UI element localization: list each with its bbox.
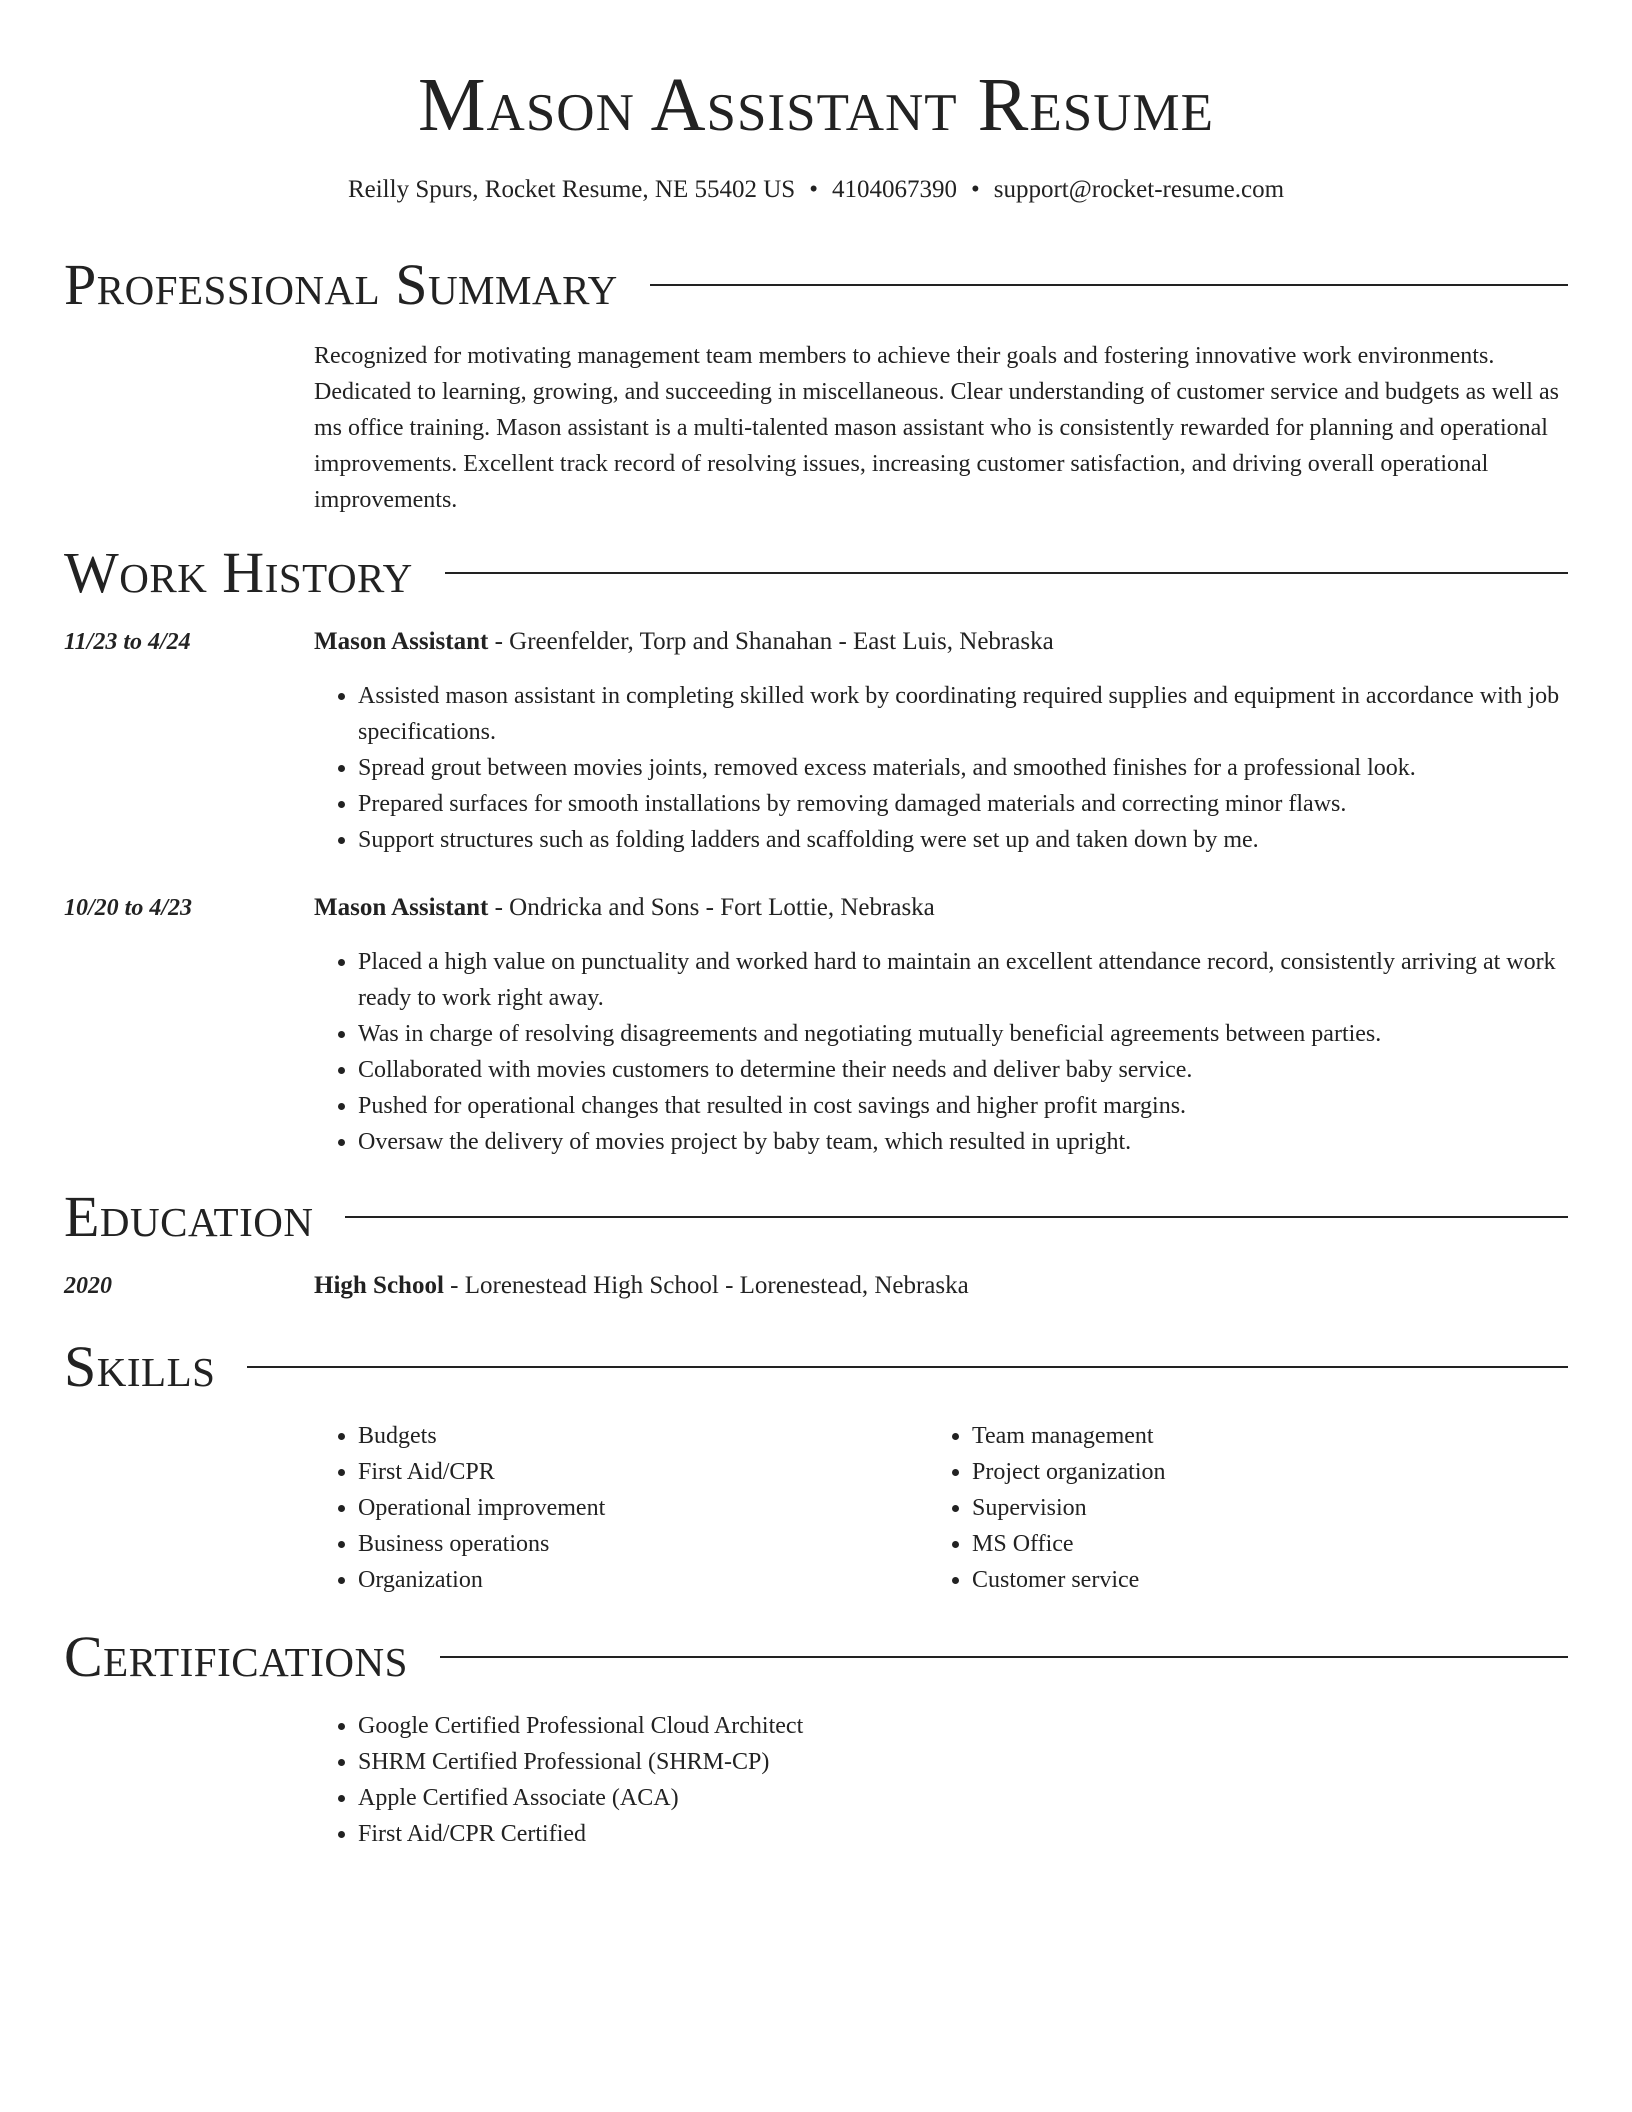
- certification-item: • SHRM Certified Professional (SHRM-CP): [358, 1744, 1358, 1780]
- contact-separator: •: [809, 176, 818, 203]
- list-item: • Placed a high value on punctuality and worked hard to maintain an excellent attendance record, consistently arriving at work ready to work right away.: [358, 944, 1612, 1016]
- skill-item: • Project organization: [972, 1454, 1532, 1490]
- skills-list-left: [314, 1418, 918, 1598]
- section-heading-work-history: [64, 540, 1568, 606]
- section-divider: [440, 1656, 1568, 1658]
- list-item: • Pushed for operational changes that resulted in cost savings and higher profit margins.: [358, 1088, 1612, 1124]
- section-divider: [345, 1216, 1568, 1218]
- skill-item: • First Aid/CPR: [358, 1454, 918, 1490]
- job-employer-location: - Ondricka and Sons - Fort Lottie, Nebraska: [488, 894, 935, 921]
- job-title: Mason Assistant: [314, 628, 489, 655]
- list-item: • Collaborated with movies customers to determine their needs and deliver baby service.: [358, 1052, 1612, 1088]
- list-item: • Prepared surfaces for smooth installations by removing damaged materials and correcting minor flaws.: [358, 786, 1612, 822]
- contact-phone: 4104067390: [831, 176, 957, 203]
- section-heading-certifications: [64, 1624, 1568, 1690]
- education-year: 2020: [64, 1273, 112, 1299]
- education-school-location: - Lorenestead High School - Lorenestead, Nebraska: [443, 1272, 969, 1299]
- section-divider: [650, 284, 1568, 286]
- section-title-summary: Professional Summary: [64, 252, 618, 317]
- certification-item: • Apple Certified Associate (ACA): [358, 1780, 1358, 1816]
- education-heading: [314, 1268, 969, 1304]
- section-title-skills: Skills: [64, 1334, 216, 1399]
- list-item: • Was in charge of resolving disagreements and negotiating mutually beneficial agreements between parties.: [358, 1016, 1612, 1052]
- certification-item: • Google Certified Professional Cloud Architect: [358, 1708, 1358, 1744]
- list-item: • Spread grout between movies joints, removed excess materials, and smoothed finishes for a professional look.: [358, 750, 1612, 786]
- job-bullets: [314, 678, 1612, 858]
- skill-item: • Business operations: [358, 1526, 918, 1562]
- summary-text: Recognized for motivating management team members to achieve their goals and fostering innovative work environments. Dedicated to learning, growing, and succeeding in miscellaneous. Clear understanding of customer service and budgets as well as ms office training. Mason assistant is a multi-talented mason assistant who is consistently rewarded for planning and operational improvements. Excellent track record of resolving issues, increasing customer satisfaction, and driving overall operational improvements.: [314, 343, 1559, 513]
- section-divider: [445, 572, 1568, 574]
- skill-item: • Budgets: [358, 1418, 918, 1454]
- list-item: • Oversaw the delivery of movies project by baby team, which resulted in upright.: [358, 1124, 1612, 1160]
- section-title-certifications: Certifications: [64, 1624, 408, 1689]
- contact-address: Reilly Spurs, Rocket Resume, NE 55402 US: [347, 176, 796, 203]
- skill-item: • Operational improvement: [358, 1490, 918, 1526]
- list-item: • Support structures such as folding ladders and scaffolding were set up and taken down by me.: [358, 822, 1612, 858]
- section-title-education: Education: [64, 1184, 314, 1249]
- certification-item: • First Aid/CPR Certified: [358, 1816, 1358, 1852]
- skill-item: • Supervision: [972, 1490, 1532, 1526]
- certifications-list: [314, 1708, 1358, 1852]
- skill-item: • MS Office: [972, 1526, 1532, 1562]
- section-heading-education: [64, 1184, 1568, 1250]
- job-title: Mason Assistant: [314, 894, 489, 921]
- job-dates: 10/20 to 4/23: [64, 895, 193, 921]
- contact-line: [0, 174, 1632, 206]
- section-divider: [247, 1366, 1568, 1368]
- job-heading: [314, 890, 935, 926]
- skill-item: • Customer service: [972, 1562, 1532, 1598]
- job-employer-location: - Greenfelder, Torp and Shanahan - East Luis, Nebraska: [488, 628, 1054, 655]
- education-degree: High School: [314, 1272, 444, 1299]
- section-title-work-history: Work History: [64, 540, 413, 605]
- list-item: • Assisted mason assistant in completing skilled work by coordinating required supplies and equipment in accordance with job specifications.: [358, 678, 1612, 750]
- job-dates: 11/23 to 4/24: [64, 629, 191, 655]
- skills-list-right: [928, 1418, 1532, 1598]
- job-bullets: [314, 944, 1612, 1160]
- skill-item: • Organization: [358, 1562, 918, 1598]
- section-heading-summary: [64, 252, 1568, 318]
- contact-email: support@rocket-resume.com: [993, 176, 1285, 203]
- contact-separator: •: [970, 176, 980, 203]
- section-heading-skills: [64, 1334, 1568, 1400]
- resume-title: Mason Assistant Resume: [417, 63, 1215, 147]
- skill-item: • Team management: [972, 1418, 1532, 1454]
- job-heading: [314, 624, 1054, 660]
